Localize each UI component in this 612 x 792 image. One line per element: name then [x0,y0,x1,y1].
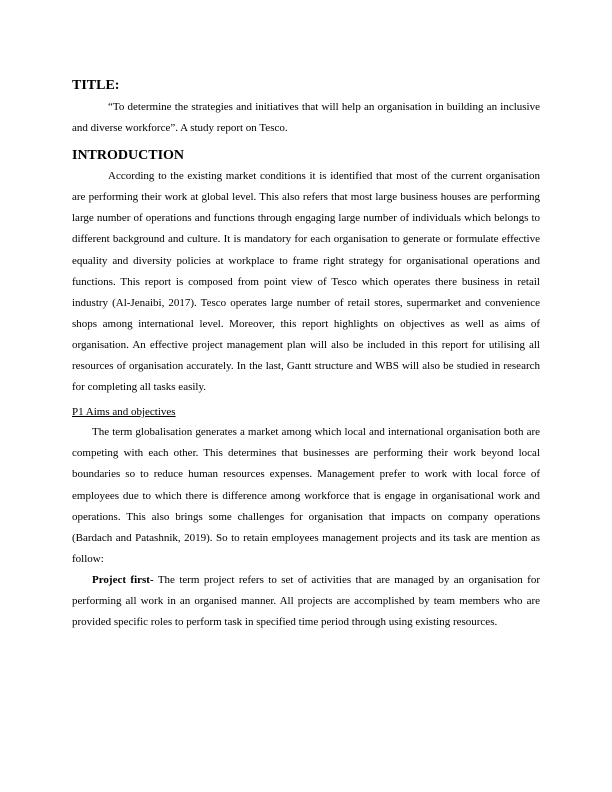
introduction-paragraph: According to the existing market conditions it is identified that most of the current organisation are performing their work at global level. This also refers that most large business houses are performing large number of operations and functions through engaging large number of individuals which belongs to different background and culture. It is mandatory for each organisation to generate or formulate effective equality and diversity policies at workplace to frame right strategy for organisational operations and functions. This report is composed from point view of Tesco which operates there business in retail industry (Al-Jenaibi, 2017). Tesco operates large number of retail stores, supermarket and convenience shops among international level. Moreover, this report highlights on objectives as well as aims of organisation. An effective project management plan will also be included in this report for utilising all resources of organisation accurately. In the last, Gantt structure and WBS will also be studied in research for completing all tasks easily. [72,170,540,394]
project-first-paragraph [72,570,540,633]
title-heading: TITLE: [72,78,120,93]
project-first-label: Project first- [92,573,154,586]
title-text: “To determine the strategies and initiatives that will help an organisation in building an inclusive and diverse workforce”. A study report on Tesco. [72,101,540,135]
p1-aims-paragraph: The term globalisation generates a market among which local and international organisation both are competing with each other. This determines that businesses are performing their work beyond local boundaries so to reduce human resources expenses. Management prefer to work with local force of employees due to which there is difference among workforce that is engage in organisational work and operations. This also brings some challenges for organisation that impacts on company operations (Bardach and Patashnik, 2019). So to retain employees management projects and its task are mention as follow: [72,426,540,565]
introduction-heading: INTRODUCTION [72,148,185,164]
document-page [72,78,540,633]
project-first-text: The term project refers to set of activities that are managed by an organisation for performing all work in an organised manner. All projects are accomplished by team members who are provided specific roles to perform task in specified time period through using existing resources. [72,573,540,629]
p1-aims-heading: P1 Aims and objectives [72,406,176,419]
